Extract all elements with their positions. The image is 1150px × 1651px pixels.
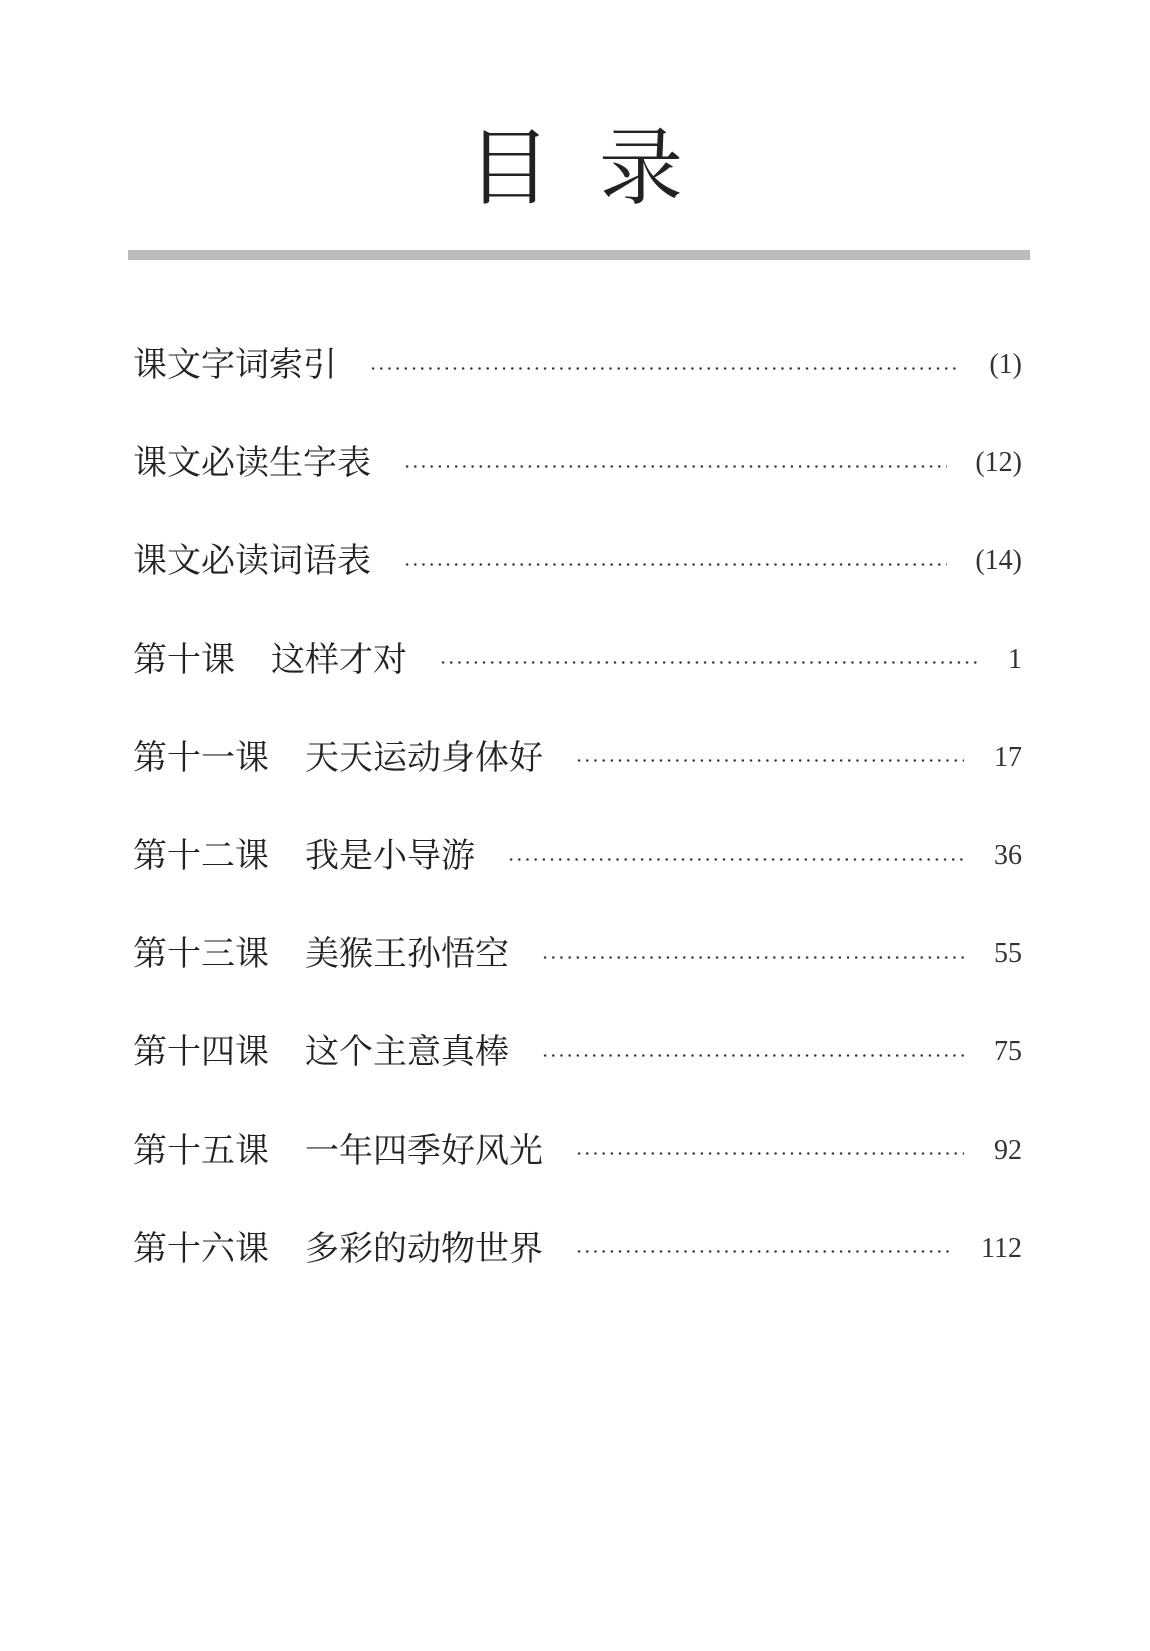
toc-entry-page-number: 1 <box>1008 643 1022 675</box>
page-title-char: 目 <box>466 119 551 217</box>
toc-entry[interactable] <box>133 1200 1022 1298</box>
dot-leader <box>575 1152 964 1155</box>
toc-entry-page-number: (12) <box>975 447 1022 479</box>
toc-entry-page-number: 92 <box>994 1134 1022 1166</box>
dot-leader <box>439 661 980 664</box>
table-of-contents <box>133 316 1022 1298</box>
toc-entry-title: 这个主意真棒 <box>305 1032 509 1073</box>
dot-leader <box>541 956 964 959</box>
toc-entry-label <box>133 438 371 488</box>
toc-entry-page-number: 75 <box>994 1036 1022 1068</box>
toc-entry-title: 课文必读生字表 <box>133 443 371 484</box>
toc-entry-chapter: 第十三课 <box>133 934 269 975</box>
toc-entry-page-number: (14) <box>975 545 1022 577</box>
toc-entry-title: 课文字词索引 <box>133 345 337 386</box>
page-title-char: 录 <box>599 119 684 217</box>
dot-leader <box>541 1054 964 1057</box>
toc-entry[interactable] <box>133 611 1022 709</box>
toc-entry-title: 一年四季好风光 <box>305 1130 543 1171</box>
toc-entry-chapter: 第十五课 <box>133 1130 269 1171</box>
toc-entry[interactable] <box>133 905 1022 1003</box>
dot-leader <box>575 759 964 762</box>
dot-leader <box>507 858 964 861</box>
toc-entry-label <box>133 733 543 783</box>
toc-entry-title: 美猴王孙悟空 <box>305 934 509 975</box>
dot-leader <box>575 1250 953 1253</box>
toc-entry-chapter: 第十二课 <box>133 836 269 877</box>
dot-leader <box>403 465 947 468</box>
toc-entry-title: 多彩的动物世界 <box>305 1228 543 1269</box>
dot-leader <box>403 563 947 566</box>
toc-entry-label <box>133 536 371 586</box>
toc-entry-label <box>133 1126 543 1176</box>
toc-entry[interactable] <box>133 512 1022 610</box>
toc-entry-title: 这样才对 <box>271 639 407 680</box>
toc-entry[interactable] <box>133 414 1022 512</box>
toc-entry-page-number: 36 <box>994 840 1022 872</box>
toc-entry-title: 我是小导游 <box>305 836 475 877</box>
toc-entry-page-number: 55 <box>994 938 1022 970</box>
toc-entry-label <box>133 929 509 979</box>
toc-entry[interactable] <box>133 1102 1022 1200</box>
toc-entry-chapter: 第十四课 <box>133 1032 269 1073</box>
toc-entry-label <box>133 340 337 390</box>
title-divider <box>128 250 1030 260</box>
toc-entry-page-number: 112 <box>981 1232 1022 1264</box>
toc-entry-label <box>133 635 407 685</box>
dot-leader <box>369 367 961 370</box>
toc-entry-page-number: 17 <box>994 741 1022 773</box>
toc-entry[interactable] <box>133 316 1022 414</box>
toc-entry-chapter: 第十课 <box>133 639 235 680</box>
toc-entry[interactable] <box>133 709 1022 807</box>
toc-entry-label <box>133 831 475 881</box>
toc-entry-chapter: 第十六课 <box>133 1228 269 1269</box>
toc-entry-chapter: 第十一课 <box>133 737 269 778</box>
toc-entry-label <box>133 1224 543 1274</box>
toc-entry[interactable] <box>133 1003 1022 1101</box>
toc-entry-label <box>133 1027 509 1077</box>
toc-entry-title: 课文必读词语表 <box>133 541 371 582</box>
toc-entry-title: 天天运动身体好 <box>305 737 543 778</box>
page-title <box>0 118 1150 218</box>
toc-entry-page-number: (1) <box>989 349 1022 381</box>
toc-entry[interactable] <box>133 807 1022 905</box>
